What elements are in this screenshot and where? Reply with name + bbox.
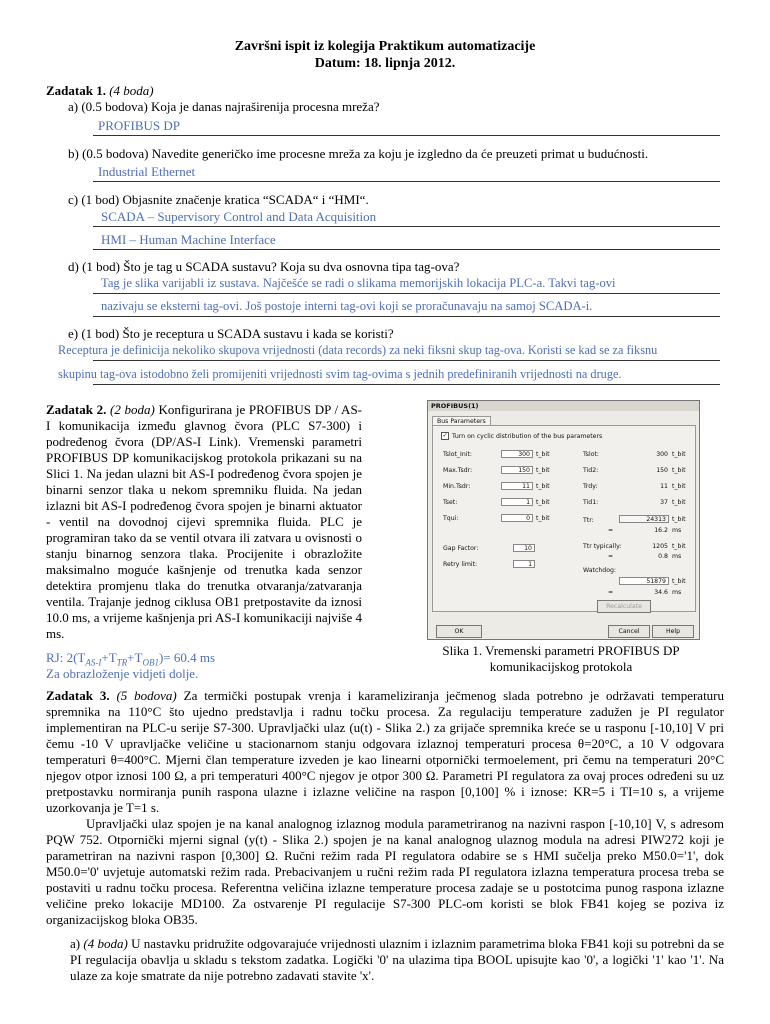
ttr-equals: = (608, 527, 614, 534)
answer-line (93, 181, 720, 182)
gap-factor-input[interactable]: 10 (513, 544, 535, 552)
ttr-ms: 16.2 (654, 527, 668, 534)
task2-answer-prefix: RJ: 2(T (46, 650, 86, 665)
gap-factor-label: Gap Factor: (443, 545, 479, 552)
ttr-typically-ms: 0.8 (658, 553, 668, 560)
checkbox-icon[interactable]: ✓ (442, 432, 448, 439)
task3-paragraph-1 (46, 688, 724, 816)
dialog-titlebar: PROFIBUS(1) (428, 401, 699, 411)
param-unit: t_bit (672, 499, 686, 506)
task2-answer-suffix: )= 60.4 ms (158, 650, 216, 665)
task2-text: Konfigurirana je PROFIBUS DP / AS-I komunikacija između glavnog čvora (PLC S7-300) i podređenog čvora (DP/AS-I Link). Vremenski parametri PROFIBUS DP komunikacijskog protokola prikazani su na Slici 1. Na jedan ulazni bit AS-I podređenog čvora spojen je binarni senzor tlaka u nekom spremniku fluida. Na jedan izlazni bit AS-I podređenog čvora spojen je binarni aktuator - ventil na dovodnoj cijevi spremnika fluida. PLC je programiran tako da se ventil otvara ili zatvara u ovisnosti o stanju binarnog senzora tlaka. Procijenite i obrazložite maksimalno moguće kašnjenje od trenutka kada senzor detektira promjenu tlaka do trenutka otvaranja/zatvaranja ventila. Trajanje jednog ciklusa OB1 pretpostavite da iznosi 10.0 ms, a vrijeme kašnjenja pri AS-I komunikaciji najviše 4 ms. (46, 402, 362, 641)
task1-d-answer-1: Tag je slika varijabli iz sustava. Najčešće se radi o slikama memorijskih lokacija PLC-a. Takvi tag-ovi (101, 276, 616, 290)
task2-answer-plus1: +T (101, 650, 117, 665)
param-unit: t_bit (672, 483, 686, 490)
task2-title: Zadatak 2. (46, 402, 107, 417)
param-input[interactable]: 1 (501, 498, 533, 506)
param-input[interactable]: 0 (501, 514, 533, 522)
task2-text-block (46, 402, 362, 642)
param-unit: t_bit (536, 483, 550, 490)
profibus-dialog (427, 400, 700, 640)
param-label: Tset: (443, 499, 458, 506)
param-value: 37 (660, 499, 668, 506)
ok-button[interactable]: OK (436, 625, 482, 638)
param-input[interactable]: 150 (501, 466, 533, 474)
task1-b-answer: Industrial Ethernet (98, 164, 196, 179)
retry-limit-input[interactable]: 1 (513, 560, 535, 568)
ttr-typically-unit: t_bit (672, 543, 686, 550)
task3-p1-text: Za termički postupak vrenja i karameliziranja ječmenog slada potrebno je održavati temperaturu spremnika na 110°C što ujedno predstavlja i radnu točku procesa. Za regulaciju temperature zadužen je PI regulator implementiran na PLC-u serije S7-300. Upravljački ulaz (u(t) - Slika 2.) za grijače spremnika kreće se u rasponu [-10,10] V pri čemu -10 V upravljačke veličine u stacionarnom stanju odgovara izlaznoj temperaturi procesa θ=20°C, a 10 V odgovara temperaturi θ=400°C. Mjerni član temperature izveden je kao linearni otpornički termoelement, pri čemu na temperaturi 20°C njegov otpor iznosi 100 Ω, a pri temperaturi 400°C njegov je otpor 300 Ω. Parametri PI regulatora za ovaj proces određeni su uz pretpostavku normiranja punih raspona ulazne i izlazne veličine na raspon [0,100] % i iznose: KR=5 i TI=10 s, a vrijeme uzorkovanja je T=1 s. (46, 688, 725, 815)
figure-caption (430, 643, 692, 675)
answer-line (93, 226, 720, 227)
ttr-typically-ms-unit: ms (672, 553, 682, 560)
task2-points: (2 boda) (110, 402, 155, 417)
param-label: Tslot: (583, 451, 599, 458)
param-unit: t_bit (536, 499, 550, 506)
task3-a-block (70, 936, 724, 984)
answer-line (93, 135, 720, 136)
param-value: 150 (656, 467, 668, 474)
answer-line (93, 316, 720, 317)
task1-c-answer-1: SCADA – Supervisory Control and Data Acquisition (101, 209, 377, 224)
param-value: 11 (660, 483, 668, 490)
ttr-label: Ttr: (583, 517, 594, 524)
task1-c-answer-2: HMI – Human Machine Interface (101, 232, 276, 247)
param-input[interactable]: 11 (501, 482, 533, 490)
param-unit: t_bit (672, 451, 686, 458)
cancel-button[interactable]: Cancel (608, 625, 650, 638)
cyclic-distribution-label: Turn on cyclic distribution of the bus parameters (452, 433, 603, 440)
watchdog-input[interactable]: 51879 (619, 577, 669, 585)
task3-a-points: (4 boda) (83, 936, 128, 951)
ttr-typically-value: 1205 (652, 543, 668, 550)
param-value: 300 (656, 451, 668, 458)
answer-line (93, 360, 720, 361)
param-label: Max.Tsdr: (443, 467, 473, 474)
figure-caption-line1: Slika 1. Vremenski parametri PROFIBUS DP (442, 643, 680, 658)
task1-heading (46, 83, 154, 99)
recalculate-button[interactable]: Recalculate (597, 600, 651, 613)
param-label: Tslot_Init: (443, 451, 472, 458)
task1-b-question: b) (0.5 bodova) Navedite generičko ime procesne mreža za koju je izgledno da će preuzeti primat u budućnosti. (68, 146, 649, 161)
param-unit: t_bit (672, 467, 686, 474)
task1-a-question: a) (0.5 bodova) Koja je danas najraširenija procesna mreža? (68, 99, 380, 114)
task1-c-question: c) (1 bod) Objasnite značenje kratica “SCADA“ i “HMI“. (68, 192, 369, 207)
watchdog-ms: 34.6 (654, 589, 668, 596)
task1-points: (4 boda) (109, 83, 154, 98)
ttr-typically-equals: = (608, 553, 614, 560)
watchdog-unit: t_bit (672, 578, 686, 585)
answer-line (93, 293, 720, 294)
figure-caption-line2: komunikacijskog protokola (489, 659, 633, 674)
task1-e-answer-1: Receptura je definicija nekoliko skupova vrijednosti (data records) za neki fiksni skup tag-ova. Koristi se kad se za fiksnu (58, 343, 658, 357)
task1-title: Zadatak 1. (46, 83, 106, 98)
bus-parameters-panel (432, 425, 696, 612)
param-unit: t_bit (536, 467, 550, 474)
task3-paragraph-2: Upravljački ulaz spojen je na kanal analognog izlaznog modula parametriranog na nazivni raspon [-10,10] V, s adresom PQW 752. Otpornički mjerni signal (y(t) - Slika 2.) spojen je na kanal analognog ulaznog modula na adresi PIW272 koji je parametriran na nazivni raspon [0,300] Ω. Ručni režim rada PI regulatora odabire se s HMI sučelja preko M50.0='1', dok M50.0='0' uvjetuje automatski režim rada. Prebacivanjem u ručni režim rada PI regulatora izlazna temperatura procesa treba se postaviti u radnu točku procesa. Referentna veličina izlazne temperature procesa zadaje se u postotcima punog raspona izlazne veličine preko lokacije MD100. Za ostvarenje PI regulacije S7-300 PLC-om koristi se blok FB41 kojeg se poziva iz organizacijskog bloka OB35. (46, 816, 724, 927)
param-unit: t_bit (536, 451, 550, 458)
task3-points: (5 bodova) (116, 688, 177, 703)
retry-limit-label: Retry limit: (443, 561, 478, 568)
task2-answer-plus2: +T (127, 650, 143, 665)
param-unit: t_bit (536, 515, 550, 522)
help-button[interactable]: Help (652, 625, 694, 638)
task1-d-question: d) (1 bod) Što je tag u SCADA sustavu? Koja su dva osnovna tipa tag-ova? (68, 259, 460, 274)
answer-line (93, 249, 720, 250)
param-label: Tid1: (583, 499, 599, 506)
answer-line (93, 384, 720, 385)
task2-answer-sub-tr: TR (116, 657, 128, 668)
task2-answer (46, 650, 215, 668)
param-input[interactable]: 300 (501, 450, 533, 458)
ttr-ms-unit: ms (672, 527, 682, 534)
task1-e-question: e) (1 bod) Što je receptura u SCADA sustavu i kada se koristi? (68, 326, 394, 341)
ttr-value: 24313 (619, 515, 669, 523)
task2-answer-note: Za obrazloženje vidjeti dolje. (46, 666, 199, 681)
task2-answer-sub-asi: AS-I (85, 657, 102, 668)
ttr-unit: t_bit (672, 516, 686, 523)
ttr-typically-label: Ttr typically: (583, 543, 622, 550)
watchdog-equals: = (608, 589, 614, 596)
task3-a-label: a) (70, 936, 81, 951)
task1-d-answer-2: nazivaju se eksterni tag-ovi. Još postoje interni tag-ovi koji se proračunavaju na samoj SCADA-i. (101, 299, 593, 313)
task2-answer-sub-ob1: OB1 (142, 657, 159, 668)
exam-title: Završni ispit iz kolegija Praktikum automatizacije (234, 39, 536, 54)
task1-e-answer-2: skupinu tag-ova istodobno želi promijeniti vrijednosti svim tag-ovima s jednih predefiniranih vrijednosti na druge. (58, 367, 622, 381)
task3-a-text: U nastavku pridružite odgovarajuće vrijednosti ulaznim i izlaznim parametrima bloka FB41 koji su potrebni da se PI regulacija obavlja u skladu s tekstom zadatka. Logički '0' na ulazima tipa BOOL upisujte kao '0', a logički '1' kao '1'. Na ulaze za koje smatrate da nije potrebno zadavati stavite 'x'. (70, 936, 724, 983)
param-label: Tqui: (443, 515, 459, 522)
cyclic-distribution-option[interactable] (441, 432, 602, 441)
tab-bus-parameters[interactable]: Bus Parameters (432, 416, 491, 426)
param-label: Tid2: (583, 467, 599, 474)
watchdog-ms-unit: ms (672, 589, 682, 596)
param-label: Min.Tsdr: (443, 483, 471, 490)
param-label: Trdy: (583, 483, 598, 490)
task1-a-answer: PROFIBUS DP (98, 118, 181, 133)
watchdog-label: Watchdog: (583, 567, 616, 574)
task3-title: Zadatak 3. (46, 688, 110, 703)
exam-date: Datum: 18. lipnja 2012. (314, 56, 456, 71)
